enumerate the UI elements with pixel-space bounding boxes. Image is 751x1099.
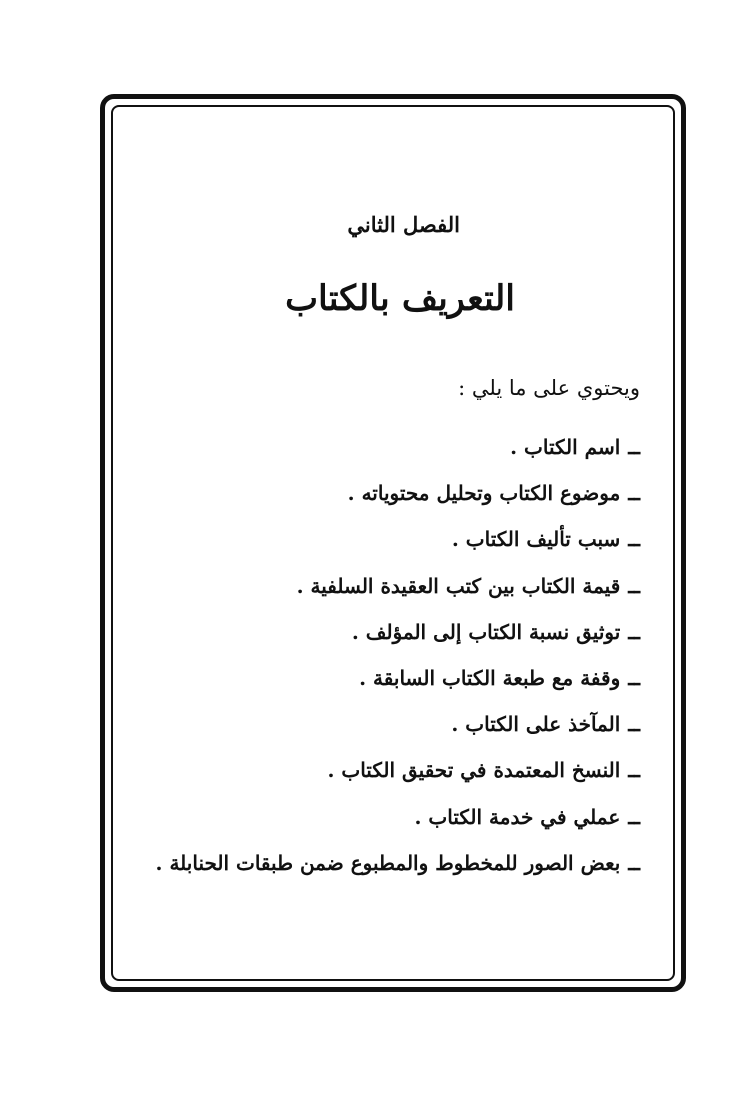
list-item (140, 655, 640, 701)
list-item-text: اسم الكتاب . (510, 435, 621, 460)
bullet-dash: ــ (628, 481, 640, 506)
list-item (140, 701, 640, 747)
list-item-text: بعض الصور للمخطوط والمطبوع ضمن طبقات الحنابلة . (155, 850, 621, 875)
bullet-dash: ــ (628, 758, 640, 783)
intro-text: ويحتوي على ما يلي : (458, 376, 640, 400)
list-item-text: عملي في خدمة الكتاب . (414, 804, 621, 829)
bullet-dash: ــ (628, 712, 640, 737)
list-item (140, 794, 640, 840)
list-item (140, 563, 640, 609)
bullet-dash: ــ (628, 527, 640, 552)
list-item (140, 840, 640, 886)
chapter-label: الفصل الثاني (347, 212, 460, 237)
list-item-text: المآخذ على الكتاب . (451, 712, 621, 737)
list-item (140, 747, 640, 793)
list-item-text: سبب تأليف الكتاب . (451, 527, 621, 552)
list-item-text: موضوع الكتاب وتحليل محتوياته . (347, 481, 621, 506)
list-item-text: النسخ المعتمدة في تحقيق الكتاب . (327, 758, 621, 783)
list-item (140, 424, 640, 470)
contents-list (140, 424, 640, 886)
list-item-text: وقفة مع طبعة الكتاب السابقة . (359, 666, 621, 691)
bullet-dash: ــ (628, 435, 640, 460)
bullet-dash: ــ (628, 804, 640, 829)
bullet-dash: ــ (628, 619, 640, 644)
list-item (140, 609, 640, 655)
chapter-title: التعريف بالكتاب (285, 278, 515, 319)
list-item-text: قيمة الكتاب بين كتب العقيدة السلفية . (296, 573, 621, 598)
list-item-text: توثيق نسبة الكتاب إلى المؤلف . (351, 619, 621, 644)
bullet-dash: ــ (628, 573, 640, 598)
list-item (140, 470, 640, 516)
bullet-dash: ــ (628, 666, 640, 691)
bullet-dash: ــ (628, 850, 640, 875)
list-item (140, 516, 640, 562)
